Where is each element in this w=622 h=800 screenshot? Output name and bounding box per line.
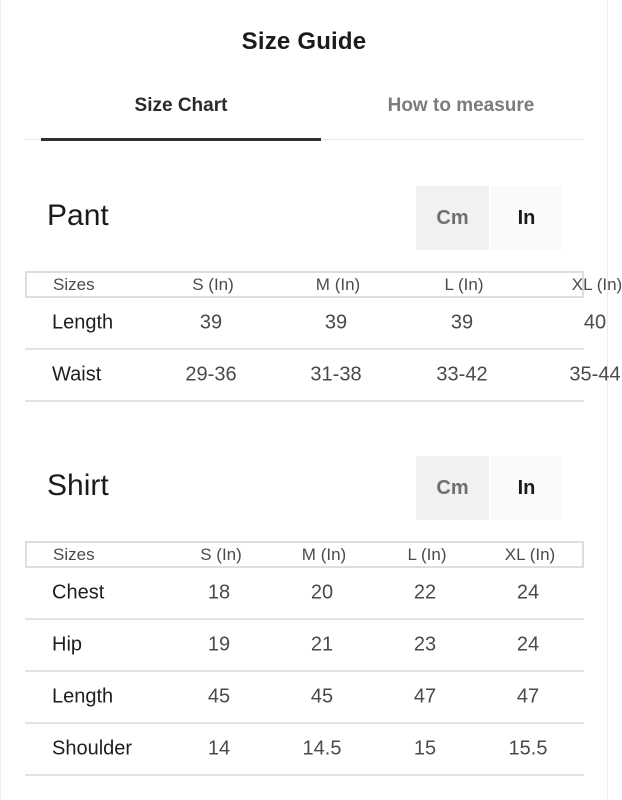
table-cell: 31-38 bbox=[310, 363, 362, 386]
table-cell: 23 bbox=[413, 633, 437, 656]
table-cell: 35-44 bbox=[569, 363, 621, 386]
table-cell: 39 bbox=[324, 311, 348, 334]
table-cell: 33-42 bbox=[436, 363, 488, 386]
shirt-table-header bbox=[25, 541, 584, 568]
shirt-header-m: M (In) bbox=[301, 544, 347, 564]
table-cell: 14.5 bbox=[302, 737, 342, 760]
shirt-section-title: Shirt bbox=[47, 469, 109, 502]
pant-row-label-length: Length bbox=[52, 311, 114, 334]
pant-header-l: L (In) bbox=[444, 274, 484, 294]
table-row bbox=[25, 620, 584, 672]
table-cell: 15.5 bbox=[508, 737, 548, 760]
table-cell: 39 bbox=[199, 311, 223, 334]
page-title: Size Guide bbox=[241, 28, 367, 55]
pant-header-sizes: Sizes bbox=[53, 274, 95, 294]
table-row bbox=[25, 350, 621, 402]
pant-table-header bbox=[25, 271, 622, 298]
pant-unit-toggle bbox=[416, 186, 562, 250]
table-cell: 45 bbox=[310, 685, 334, 708]
shirt-row-label-length: Length bbox=[52, 685, 114, 708]
table-row bbox=[25, 298, 607, 350]
table-cell: 47 bbox=[516, 685, 540, 708]
pant-row-label-waist: Waist bbox=[52, 363, 102, 386]
pant-size-table bbox=[25, 271, 622, 402]
shirt-unit-cm-button[interactable]: Cm bbox=[416, 456, 489, 520]
shirt-row-label-chest: Chest bbox=[52, 581, 105, 604]
pant-header-m: M (In) bbox=[315, 274, 361, 294]
table-cell: 14 bbox=[207, 737, 231, 760]
frame-border-right bbox=[607, 0, 608, 800]
table-cell: 40 bbox=[583, 311, 607, 334]
table-cell: 18 bbox=[207, 581, 231, 604]
shirt-size-table bbox=[25, 541, 584, 776]
table-cell: 15 bbox=[413, 737, 437, 760]
table-cell: 29-36 bbox=[185, 363, 237, 386]
tab-bar bbox=[25, 78, 584, 140]
active-tab-indicator bbox=[41, 138, 321, 141]
table-cell: 24 bbox=[516, 633, 540, 656]
shirt-header-l: L (In) bbox=[407, 544, 447, 564]
pant-header-s: S (In) bbox=[192, 274, 234, 294]
table-cell: 22 bbox=[413, 581, 437, 604]
table-cell: 39 bbox=[450, 311, 474, 334]
table-cell: 19 bbox=[207, 633, 231, 656]
pant-unit-in-button[interactable]: In bbox=[489, 186, 562, 250]
tab-how-to-measure[interactable] bbox=[321, 78, 601, 140]
tab-how-to-measure-label: How to measure bbox=[387, 95, 535, 116]
shirt-unit-toggle bbox=[416, 456, 562, 520]
table-cell: 24 bbox=[516, 581, 540, 604]
tab-size-chart-label: Size Chart bbox=[134, 95, 228, 116]
table-cell: 47 bbox=[413, 685, 437, 708]
shirt-header-xl: XL (In) bbox=[504, 544, 556, 564]
shirt-header-s: S (In) bbox=[200, 544, 242, 564]
table-row bbox=[25, 568, 584, 620]
pant-unit-cm-button[interactable]: Cm bbox=[416, 186, 489, 250]
shirt-row-label-hip: Hip bbox=[52, 633, 83, 656]
table-row bbox=[25, 724, 584, 776]
tab-size-chart[interactable] bbox=[41, 78, 321, 140]
shirt-header-sizes: Sizes bbox=[53, 544, 95, 564]
shirt-row-label-shoulder: Shoulder bbox=[52, 737, 133, 760]
frame-border-left bbox=[0, 0, 1, 800]
table-cell: 45 bbox=[207, 685, 231, 708]
pant-header-xl: XL (In) bbox=[571, 274, 622, 294]
pant-section-title: Pant bbox=[47, 199, 109, 232]
table-row bbox=[25, 672, 584, 724]
table-cell: 21 bbox=[310, 633, 334, 656]
shirt-unit-in-button[interactable]: In bbox=[489, 456, 562, 520]
table-cell: 20 bbox=[310, 581, 334, 604]
